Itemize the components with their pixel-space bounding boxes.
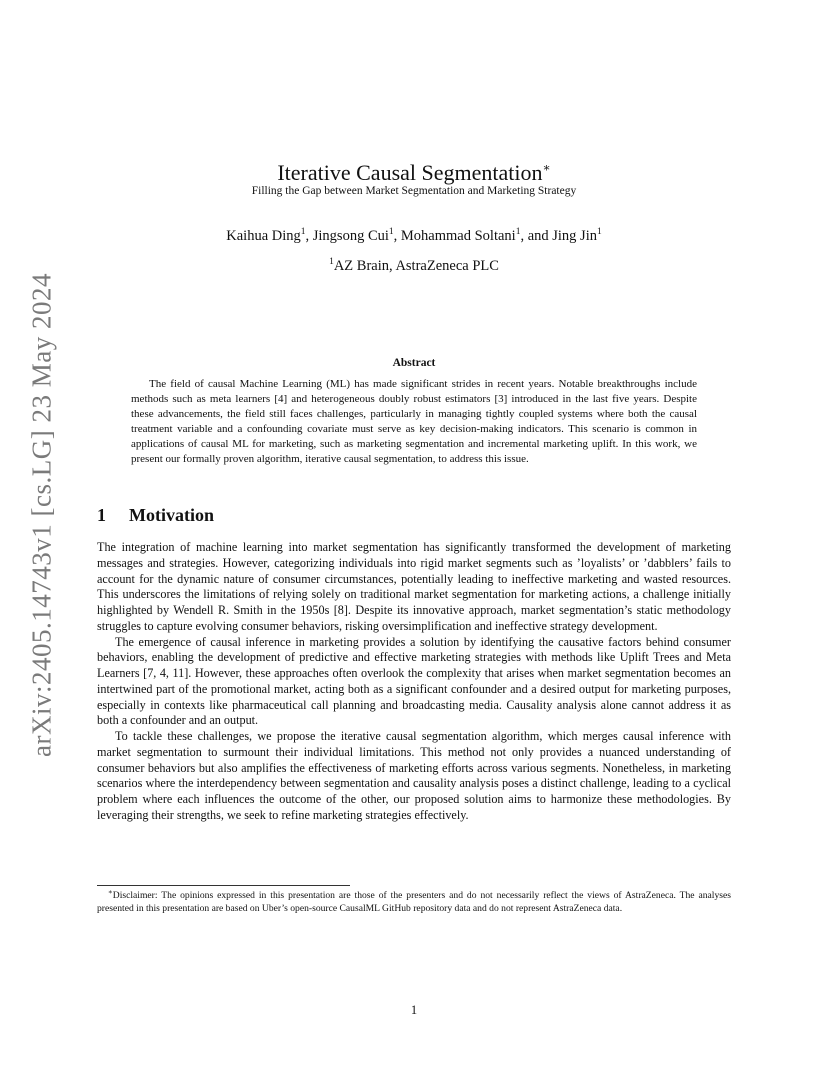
affiliation-text: AZ Brain, AstraZeneca PLC [333, 258, 499, 274]
author-name: Kaihua Ding [226, 228, 301, 244]
affiliation [0, 258, 828, 275]
author-name: Mohammad Soltani [400, 228, 516, 244]
author-affiliation-marker: 1 [596, 227, 602, 238]
body-paragraph: The emergence of causal inference in marketing provides a solution by identifying the causative factors behind consumer behaviors, enabling the development of predictive and effective marketing strategies with methods like Uplift Trees and Meta Learners [7, 4, 11]. However, these approaches often overlook the complexity that arises when market segmentation becomes an intertwined part of the promotional market, acting both as a significant confounder and a desired output for marketing purposes, especially in contexts like pharmaceutical call planning and broadcasting media. Causality analysis alone cannot address it as both a confounder and an output. [97, 634, 731, 728]
footnote-marker: ∗ [108, 887, 113, 896]
author-separator: , and [520, 228, 553, 244]
paper-title [0, 160, 828, 186]
section-number: 1 [97, 505, 106, 525]
author-name: Jing Jin [552, 228, 597, 244]
paper-subtitle: Filling the Gap between Market Segmentation and Marketing Strategy [251, 185, 577, 197]
arxiv-stamp-text: arXiv:2405.14743v1 [cs.LG] 23 May 2024 [26, 273, 57, 757]
section-body [97, 540, 731, 824]
footnote-text: Disclaimer: The opinions expressed in this presentation are those of the presenters and do not necessarily reflect the views of AstraZeneca. The analyses presented in this presentation are based on Uber’s open-source CausalML GitHub repository data and do not represent AstraZeneca data. [97, 890, 731, 914]
affiliation-marker: 1 [329, 257, 334, 268]
author-separator: , [393, 228, 401, 244]
footnote [97, 887, 731, 916]
author-affiliation-marker: 1 [388, 227, 394, 238]
page-number: 1 [410, 1003, 418, 1017]
abstract-text: The field of causal Machine Learning (ML) has made significant strides in recent years. Notable breakthroughs include methods such as meta learners [4] and heterogeneous doubly robust estimators [3] introduced in the last five years. Despite these advancements, the field still faces challenges, particularly in managing tightly coupled systems where both the causal treatment variable and a confounding covariate must serve as key decision-making indicators. This scenario is common in applications of causal ML for marketing, such as marketing segmentation and incremental marketing uplift. In this work, we present our formally proven algorithm, iterative causal segmentation, to address this issue. [131, 378, 697, 466]
section-title: Motivation [129, 505, 214, 525]
author-affiliation-marker: 1 [515, 227, 521, 238]
body-paragraph: To tackle these challenges, we propose the iterative causal segmentation algorithm, which merges causal inference with market segmentation to surmount their individual limitations. This method not only provides a nuanced understanding of consumer behaviors but also amplifies the effectiveness of marketing efforts across various segments. Nonetheless, in marketing scenarios where the interdependency between segmentation and causality analysis poses a distinct challenge, leading to a cyclical problem where each influences the outcome of the other, our proposed solution aims to harmonize these methodologies. By leveraging their strengths, we seek to refine marketing strategies effectively. [97, 729, 731, 822]
author-separator: , [305, 228, 313, 244]
abstract-heading: Abstract [392, 357, 436, 369]
paper-title-text: Iterative Causal Segmentation [277, 160, 543, 185]
author-name: Jingsong Cui [312, 228, 389, 244]
arxiv-stamp [22, 270, 62, 760]
title-footnote-marker[interactable]: ∗ [542, 160, 551, 175]
author-list [0, 228, 828, 245]
body-paragraph: The integration of machine learning into market segmentation has significantly transformed the development of marketing messages and strategies. However, categorizing individuals into rigid market segments such as ’loyalists’ or ’dabblers’ fails to account for the dynamic nature of consumer circumstances, potentially leading to ineffective marketing and wasted resources. This underscores the limitations of relying solely on traditional market segmentation for marketing actions, a challenge initially highlighted by Wendell R. Smith in the 1950s [8]. Despite its innovative approach, market segmentation’s static methodology struggles to capture evolving consumer behaviors, risking oversimplification and ineffective strategy development. [97, 540, 731, 633]
author-affiliation-marker: 1 [300, 227, 306, 238]
section-heading [97, 505, 214, 526]
footnote-rule [97, 885, 350, 886]
